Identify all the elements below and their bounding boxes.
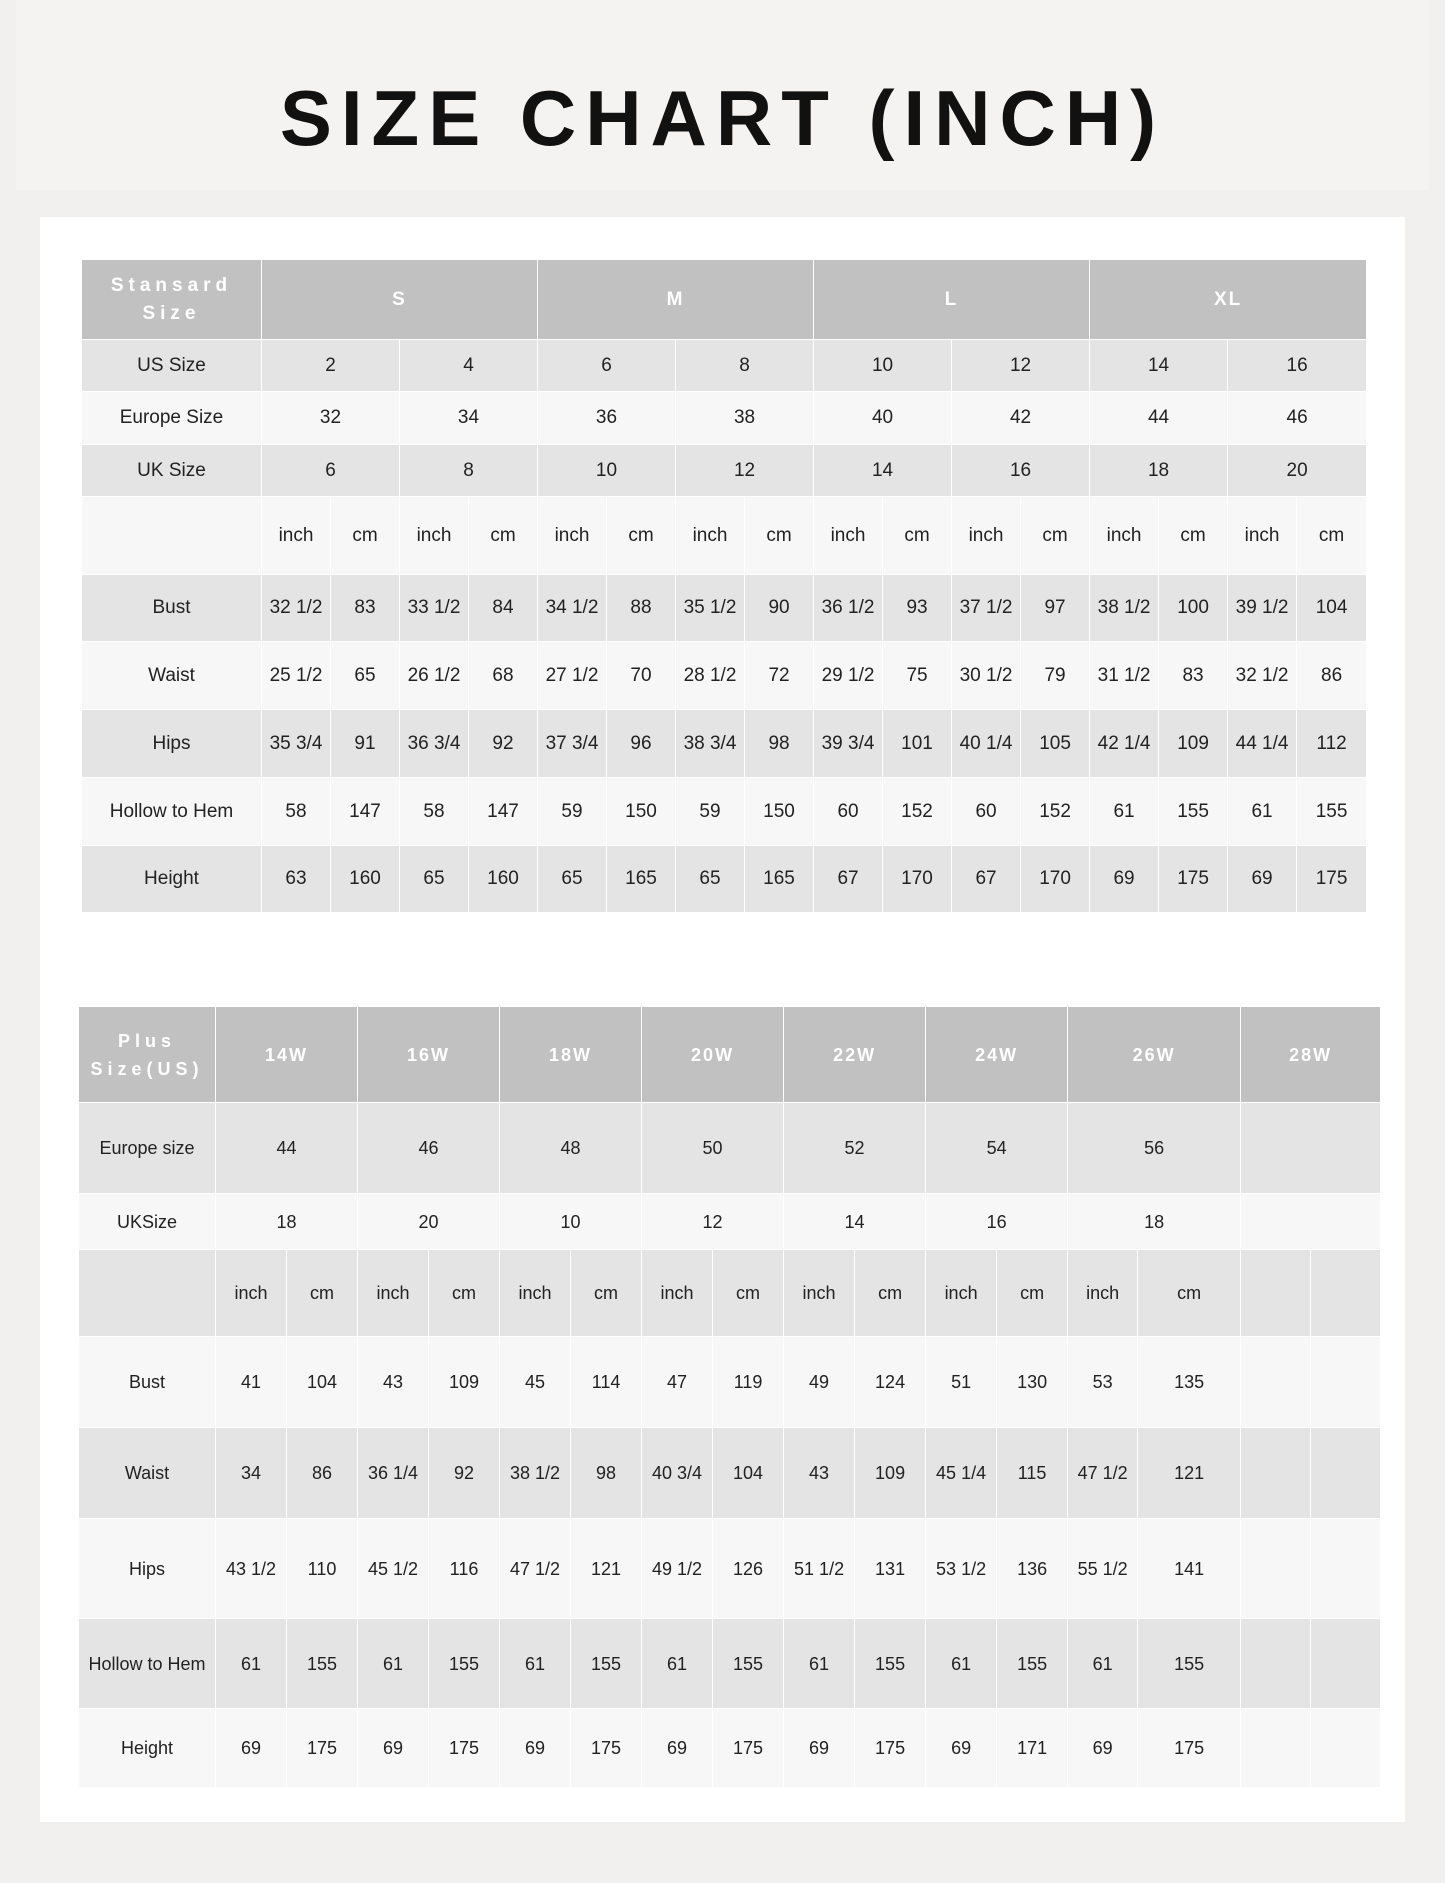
unit-cm: cm [287, 1250, 358, 1337]
standard-size-header: Stansard Size [82, 260, 262, 340]
size-22w-header: 22W [784, 1007, 926, 1103]
size-28w-header: 28W [1241, 1007, 1381, 1103]
measurement-row [82, 642, 1367, 710]
value-inch: 61 [500, 1619, 571, 1709]
empty-cell [1311, 1519, 1381, 1619]
value-cm: 93 [883, 575, 952, 642]
value-cm: 160 [469, 846, 538, 913]
value-inch: 38 1/2 [500, 1428, 571, 1519]
value-inch: 51 [926, 1337, 997, 1428]
size-s-header: S [262, 260, 538, 340]
plus-header-row [79, 1007, 1381, 1103]
row-label: Hips [79, 1519, 216, 1619]
eu-size-cell: 34 [400, 392, 538, 445]
value-cm: 86 [287, 1428, 358, 1519]
value-inch: 61 [1090, 778, 1159, 846]
measurement-row [79, 1709, 1381, 1788]
size-chart-card [40, 217, 1405, 1822]
us-size-cell: 14 [1090, 340, 1228, 392]
value-cm: 150 [745, 778, 814, 846]
uk-size-cell: 14 [784, 1194, 926, 1250]
value-cm: 112 [1297, 710, 1367, 778]
value-inch: 36 1/2 [814, 575, 883, 642]
value-cm: 155 [571, 1619, 642, 1709]
value-inch: 67 [952, 846, 1021, 913]
value-cm: 114 [571, 1337, 642, 1428]
value-cm: 70 [607, 642, 676, 710]
value-inch: 59 [538, 778, 607, 846]
unit-cm: cm [429, 1250, 500, 1337]
value-inch: 65 [676, 846, 745, 913]
value-cm: 175 [713, 1709, 784, 1788]
unit-cm: cm [883, 497, 952, 575]
value-cm: 109 [1159, 710, 1228, 778]
value-cm: 104 [287, 1337, 358, 1428]
value-cm: 136 [997, 1519, 1068, 1619]
unit-cm: cm [745, 497, 814, 575]
value-cm: 90 [745, 575, 814, 642]
value-inch: 47 1/2 [500, 1519, 571, 1619]
measurement-row [79, 1337, 1381, 1428]
value-inch: 33 1/2 [400, 575, 469, 642]
value-inch: 49 [784, 1337, 855, 1428]
value-inch: 53 1/2 [926, 1519, 997, 1619]
value-cm: 97 [1021, 575, 1090, 642]
value-cm: 155 [429, 1619, 500, 1709]
unit-inch: inch [358, 1250, 429, 1337]
measurement-row [79, 1519, 1381, 1619]
value-cm: 130 [997, 1337, 1068, 1428]
value-cm: 175 [1297, 846, 1367, 913]
empty-cell [1241, 1619, 1311, 1709]
measurement-row [79, 1428, 1381, 1519]
value-cm: 104 [713, 1428, 784, 1519]
row-label: Bust [82, 575, 262, 642]
value-inch: 39 1/2 [1228, 575, 1297, 642]
size-20w-header: 20W [642, 1007, 784, 1103]
value-inch: 39 3/4 [814, 710, 883, 778]
value-inch: 36 1/4 [358, 1428, 429, 1519]
value-inch: 61 [784, 1619, 855, 1709]
value-inch: 58 [262, 778, 331, 846]
eu-size-cell: 46 [1228, 392, 1367, 445]
unit-inch: inch [538, 497, 607, 575]
value-cm: 155 [1297, 778, 1367, 846]
eu-size-cell: 44 [1090, 392, 1228, 445]
unit-inch: inch [1068, 1250, 1138, 1337]
unit-cm: cm [571, 1250, 642, 1337]
value-cm: 86 [1297, 642, 1367, 710]
value-inch: 38 1/2 [1090, 575, 1159, 642]
standard-header-row [82, 260, 1367, 340]
plus-uk-size-row [79, 1194, 1381, 1250]
value-inch: 69 [784, 1709, 855, 1788]
row-label: Height [82, 846, 262, 913]
unit-inch: inch [262, 497, 331, 575]
value-inch: 69 [1068, 1709, 1138, 1788]
value-cm: 124 [855, 1337, 926, 1428]
value-inch: 25 1/2 [262, 642, 331, 710]
value-inch: 28 1/2 [676, 642, 745, 710]
value-cm: 155 [1138, 1619, 1241, 1709]
row-label: Height [79, 1709, 216, 1788]
value-inch: 69 [1090, 846, 1159, 913]
us-size-row [82, 340, 1367, 392]
us-size-cell: 16 [1228, 340, 1367, 392]
value-inch: 69 [500, 1709, 571, 1788]
size-l-header: L [814, 260, 1090, 340]
value-inch: 61 [642, 1619, 713, 1709]
value-cm: 155 [1159, 778, 1228, 846]
size-18w-header: 18W [500, 1007, 642, 1103]
value-cm: 83 [1159, 642, 1228, 710]
size-14w-header: 14W [216, 1007, 358, 1103]
value-cm: 84 [469, 575, 538, 642]
value-cm: 92 [469, 710, 538, 778]
measurement-row [82, 710, 1367, 778]
value-cm: 155 [287, 1619, 358, 1709]
measurement-row [79, 1619, 1381, 1709]
plus-europe-size-row [79, 1103, 1381, 1194]
value-cm: 126 [713, 1519, 784, 1619]
value-cm: 165 [745, 846, 814, 913]
unit-inch: inch [784, 1250, 855, 1337]
unit-row [82, 497, 1367, 575]
eu-size-cell: 48 [500, 1103, 642, 1194]
value-inch: 53 [1068, 1337, 1138, 1428]
uk-size-cell: 18 [1090, 445, 1228, 497]
value-cm: 152 [1021, 778, 1090, 846]
uk-size-row [82, 445, 1367, 497]
uk-size-cell: 20 [1228, 445, 1367, 497]
value-inch: 32 1/2 [262, 575, 331, 642]
size-26w-header: 26W [1068, 1007, 1241, 1103]
value-cm: 92 [429, 1428, 500, 1519]
unit-cm: cm [997, 1250, 1068, 1337]
value-cm: 109 [429, 1337, 500, 1428]
value-inch: 65 [538, 846, 607, 913]
uk-size-cell: 16 [952, 445, 1090, 497]
unit-cm: cm [855, 1250, 926, 1337]
value-inch: 27 1/2 [538, 642, 607, 710]
unit-cm: cm [331, 497, 400, 575]
eu-size-cell: 32 [262, 392, 400, 445]
standard-size-table [81, 259, 1367, 913]
value-cm: 170 [1021, 846, 1090, 913]
value-inch: 65 [400, 846, 469, 913]
us-size-cell: 6 [538, 340, 676, 392]
value-inch: 26 1/2 [400, 642, 469, 710]
value-inch: 61 [1068, 1619, 1138, 1709]
value-cm: 65 [331, 642, 400, 710]
size-m-header: M [538, 260, 814, 340]
value-cm: 109 [855, 1428, 926, 1519]
value-cm: 171 [997, 1709, 1068, 1788]
value-cm: 175 [571, 1709, 642, 1788]
value-inch: 45 [500, 1337, 571, 1428]
unit-inch: inch [500, 1250, 571, 1337]
value-inch: 49 1/2 [642, 1519, 713, 1619]
row-label: US Size [82, 340, 262, 392]
unit-inch: inch [1228, 497, 1297, 575]
value-cm: 147 [469, 778, 538, 846]
value-inch: 51 1/2 [784, 1519, 855, 1619]
eu-size-cell: 52 [784, 1103, 926, 1194]
value-inch: 60 [952, 778, 1021, 846]
us-size-cell: 2 [262, 340, 400, 392]
value-cm: 141 [1138, 1519, 1241, 1619]
value-cm: 105 [1021, 710, 1090, 778]
value-cm: 175 [1159, 846, 1228, 913]
value-inch: 29 1/2 [814, 642, 883, 710]
value-cm: 72 [745, 642, 814, 710]
value-inch: 67 [814, 846, 883, 913]
value-inch: 63 [262, 846, 331, 913]
eu-size-cell: 54 [926, 1103, 1068, 1194]
plus-size-table [78, 1006, 1381, 1788]
value-cm: 160 [331, 846, 400, 913]
value-cm: 75 [883, 642, 952, 710]
value-cm: 119 [713, 1337, 784, 1428]
value-inch: 40 1/4 [952, 710, 1021, 778]
value-cm: 121 [571, 1519, 642, 1619]
eu-size-cell: 44 [216, 1103, 358, 1194]
value-inch: 43 [358, 1337, 429, 1428]
plus-size-header: Plus Size(US) [79, 1007, 216, 1103]
eu-size-cell: 36 [538, 392, 676, 445]
empty-cell [1311, 1428, 1381, 1519]
value-inch: 61 [358, 1619, 429, 1709]
unit-inch: inch [926, 1250, 997, 1337]
empty-cell [1241, 1428, 1311, 1519]
uk-size-cell: 12 [676, 445, 814, 497]
measurement-row [82, 575, 1367, 642]
value-inch: 69 [1228, 846, 1297, 913]
empty-cell [1311, 1619, 1381, 1709]
value-inch: 44 1/4 [1228, 710, 1297, 778]
uk-size-cell: 8 [400, 445, 538, 497]
value-cm: 175 [1138, 1709, 1241, 1788]
value-inch: 45 1/4 [926, 1428, 997, 1519]
value-inch: 69 [358, 1709, 429, 1788]
value-inch: 60 [814, 778, 883, 846]
empty-cell [1241, 1709, 1311, 1788]
value-inch: 30 1/2 [952, 642, 1021, 710]
size-16w-header: 16W [358, 1007, 500, 1103]
value-cm: 115 [997, 1428, 1068, 1519]
row-label: Bust [79, 1337, 216, 1428]
unit-cm: cm [469, 497, 538, 575]
value-inch: 61 [1228, 778, 1297, 846]
empty-cell [1241, 1250, 1311, 1337]
row-label: UKSize [79, 1194, 216, 1250]
value-inch: 47 [642, 1337, 713, 1428]
europe-size-row [82, 392, 1367, 445]
value-inch: 41 [216, 1337, 287, 1428]
size-24w-header: 24W [926, 1007, 1068, 1103]
empty-cell [1311, 1337, 1381, 1428]
value-cm: 96 [607, 710, 676, 778]
value-cm: 79 [1021, 642, 1090, 710]
uk-size-cell [1241, 1194, 1381, 1250]
row-label: Hips [82, 710, 262, 778]
standard-measurements [82, 575, 1367, 913]
value-cm: 150 [607, 778, 676, 846]
unit-inch: inch [400, 497, 469, 575]
value-cm: 147 [331, 778, 400, 846]
value-inch: 47 1/2 [1068, 1428, 1138, 1519]
uk-size-cell: 18 [216, 1194, 358, 1250]
eu-size-cell: 56 [1068, 1103, 1241, 1194]
measurement-row [82, 778, 1367, 846]
unit-cm: cm [713, 1250, 784, 1337]
value-cm: 155 [855, 1619, 926, 1709]
us-size-cell: 12 [952, 340, 1090, 392]
row-label: Europe size [79, 1103, 216, 1194]
row-label: Hollow to Hem [79, 1619, 216, 1709]
value-inch: 61 [926, 1619, 997, 1709]
value-cm: 165 [607, 846, 676, 913]
eu-size-cell: 38 [676, 392, 814, 445]
value-inch: 69 [216, 1709, 287, 1788]
value-inch: 43 [784, 1428, 855, 1519]
value-cm: 116 [429, 1519, 500, 1619]
value-inch: 37 3/4 [538, 710, 607, 778]
value-inch: 37 1/2 [952, 575, 1021, 642]
value-inch: 69 [926, 1709, 997, 1788]
unit-cm: cm [1021, 497, 1090, 575]
value-inch: 36 3/4 [400, 710, 469, 778]
us-size-cell: 8 [676, 340, 814, 392]
unit-cm: cm [1297, 497, 1367, 575]
value-cm: 98 [571, 1428, 642, 1519]
row-label: Hollow to Hem [82, 778, 262, 846]
eu-size-cell [1241, 1103, 1381, 1194]
value-inch: 34 1/2 [538, 575, 607, 642]
eu-size-cell: 40 [814, 392, 952, 445]
value-inch: 55 1/2 [1068, 1519, 1138, 1619]
measurement-row [82, 846, 1367, 913]
value-cm: 155 [713, 1619, 784, 1709]
value-inch: 34 [216, 1428, 287, 1519]
value-cm: 68 [469, 642, 538, 710]
us-size-cell: 4 [400, 340, 538, 392]
unit-cm: cm [1138, 1250, 1241, 1337]
unit-cm: cm [1159, 497, 1228, 575]
uk-size-cell: 12 [642, 1194, 784, 1250]
plus-measurements [79, 1337, 1381, 1788]
empty-cell [1311, 1250, 1381, 1337]
uk-size-cell: 20 [358, 1194, 500, 1250]
value-inch: 31 1/2 [1090, 642, 1159, 710]
unit-cm: cm [607, 497, 676, 575]
eu-size-cell: 50 [642, 1103, 784, 1194]
plus-unit-row [79, 1250, 1381, 1337]
unit-row-blank [82, 497, 262, 575]
unit-row-blank [79, 1250, 216, 1337]
unit-inch: inch [216, 1250, 287, 1337]
us-size-cell: 10 [814, 340, 952, 392]
page-title: SIZE CHART (INCH) [279, 74, 1166, 162]
value-inch: 32 1/2 [1228, 642, 1297, 710]
uk-size-cell: 14 [814, 445, 952, 497]
value-inch: 59 [676, 778, 745, 846]
value-inch: 69 [642, 1709, 713, 1788]
value-inch: 40 3/4 [642, 1428, 713, 1519]
value-inch: 35 1/2 [676, 575, 745, 642]
value-cm: 170 [883, 846, 952, 913]
value-cm: 110 [287, 1519, 358, 1619]
row-label: Waist [82, 642, 262, 710]
value-cm: 131 [855, 1519, 926, 1619]
value-inch: 38 3/4 [676, 710, 745, 778]
value-cm: 83 [331, 575, 400, 642]
value-inch: 61 [216, 1619, 287, 1709]
row-label: Europe Size [82, 392, 262, 445]
empty-cell [1241, 1519, 1311, 1619]
row-label: UK Size [82, 445, 262, 497]
unit-inch: inch [642, 1250, 713, 1337]
value-inch: 58 [400, 778, 469, 846]
value-inch: 42 1/4 [1090, 710, 1159, 778]
empty-cell [1311, 1709, 1381, 1788]
eu-size-cell: 42 [952, 392, 1090, 445]
value-cm: 91 [331, 710, 400, 778]
uk-size-cell: 18 [1068, 1194, 1241, 1250]
unit-inch: inch [814, 497, 883, 575]
uk-size-cell: 16 [926, 1194, 1068, 1250]
eu-size-cell: 46 [358, 1103, 500, 1194]
unit-inch: inch [676, 497, 745, 575]
value-cm: 175 [855, 1709, 926, 1788]
value-cm: 88 [607, 575, 676, 642]
unit-inch: inch [1090, 497, 1159, 575]
value-cm: 175 [287, 1709, 358, 1788]
value-cm: 121 [1138, 1428, 1241, 1519]
uk-size-cell: 10 [500, 1194, 642, 1250]
value-cm: 155 [997, 1619, 1068, 1709]
value-cm: 104 [1297, 575, 1367, 642]
size-xl-header: XL [1090, 260, 1367, 340]
value-inch: 45 1/2 [358, 1519, 429, 1619]
value-inch: 43 1/2 [216, 1519, 287, 1619]
uk-size-cell: 10 [538, 445, 676, 497]
value-cm: 98 [745, 710, 814, 778]
uk-size-cell: 6 [262, 445, 400, 497]
value-cm: 152 [883, 778, 952, 846]
empty-cell [1241, 1337, 1311, 1428]
value-inch: 35 3/4 [262, 710, 331, 778]
value-cm: 175 [429, 1709, 500, 1788]
unit-inch: inch [952, 497, 1021, 575]
value-cm: 101 [883, 710, 952, 778]
value-cm: 100 [1159, 575, 1228, 642]
row-label: Waist [79, 1428, 216, 1519]
value-cm: 135 [1138, 1337, 1241, 1428]
